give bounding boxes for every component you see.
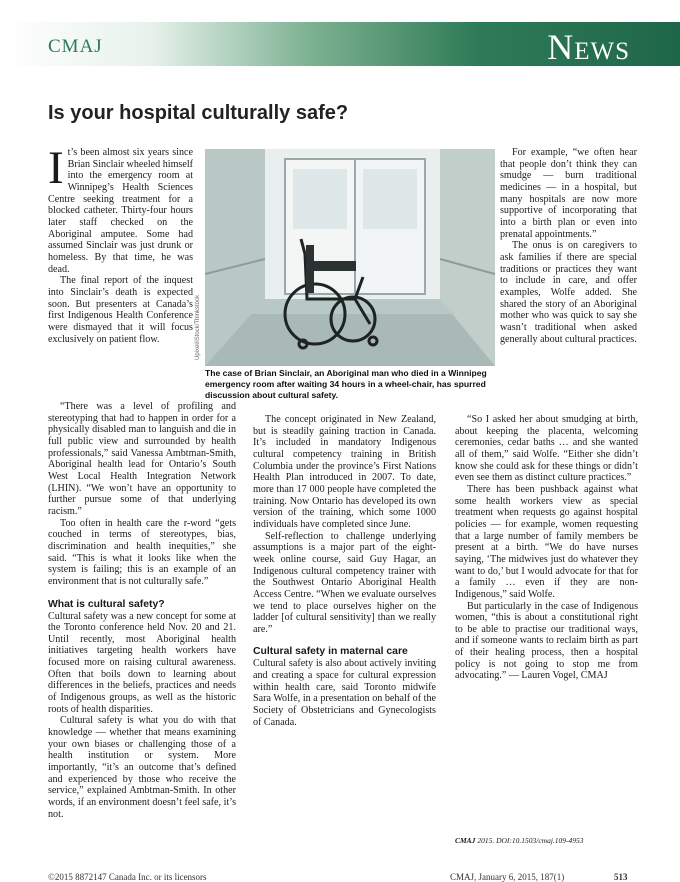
paragraph: It’s been almost six years since Brian Sinclair wheeled himself into the emergency room at Winnipeg’s Health Sciences Centre seeking treatment for a blocked catheter. Thirty-four hours later staff checked on the Aboriginal amputee. Some had assumed Sinclair was just drunk or homeless. By that time, he was dead.	[48, 142, 193, 275]
drop-cap: I	[48, 142, 64, 194]
column-3-bottom	[455, 414, 638, 682]
journal-name: CMAJ	[48, 36, 103, 57]
paragraph: Cultural safety was a new concept for some at the Toronto conference held Nov. 20 and 21. Until recently, most Aboriginal health initiatives targeting health workers have focused more on raising cultural awareness. Often that boils down to learning about differences in the beliefs, practices and needs of Indigenous groups, as well as the historic roots of health disparities.	[48, 610, 236, 715]
page-number: 513	[614, 872, 628, 882]
paragraph: Self-reflection to challenge underlying assumptions is a major part of the eight-week online course, said Guy Hagar, an Indigenous cultural competency trainer with the Southwest Ontario Aboriginal Health Access Centre. “When we evaluate ourselves we tend to place ourselves higher on the ladder [of cultural sensitivity] than we really are.”	[253, 530, 436, 635]
copyright: ©2015 8872147 Canada Inc. or its licensors	[48, 872, 207, 882]
wheelchair-corridor-illustration	[205, 149, 495, 366]
paragraph: Too often in health care the r-word “gets couched in terms of stereotypes, bias, discrimination and health inequities,” she said. “This is what it looks like when the system is failing; this is an example of an environment that is not culturally safe.”	[48, 517, 236, 587]
doi-line: CMAJ 2015. DOI:10.1503/cmaj.109-4953	[455, 836, 584, 845]
paragraph: The final report of the inquest into Sinclair’s death is expected soon. But presenters at Canada’s first Indigenous Health Conference were dismayed that it will focus exclusively on patient flow.	[48, 275, 193, 345]
paragraph: “There was a level of profiling and stereotyping that had to happen in order for a physically disabled man to languish and die in full public view and surrounded by health professionals,” said Vanessa Ambtman-Smith, Aboriginal health lead for Ontario’s South West Local Health Integration Network (LHIN). “We won’t have an opportunity to further pursue some of that underlying racism.”	[48, 401, 236, 517]
column-3-top	[500, 147, 637, 345]
paragraph: There has been pushback against what some health workers view as special treatment when requests go against hospital policies — for example, women requesting that a large number of family members be present at a birth. “We do have nurses saying, ‘The midwives just do whatever they want to do,’ but I would advocate for that for a family … even if they are non-Indigenous,” said Wolfe.	[455, 483, 638, 600]
column-1-bottom	[48, 401, 236, 820]
article-photo	[205, 149, 495, 366]
paragraph: The onus is on caregivers to ask families if there are special traditions or practices they want to include in care, and offer examples, Wolfe added. She shared the story of an Aboriginal mother who was quick to say she wasn’t traditional when asked generally about cultural practices.	[500, 240, 637, 345]
paragraph: Cultural safety is what you do with that knowledge — whether that means examining your own biases or challenging those of a health institution or system. More importantly, “it’s an outcome that’s defined and experienced by those who receive the service,” explained Ambtman-Smith. In other words, if an environment doesn’t feel safe, it’s not.	[48, 715, 236, 820]
article-headline: Is your hospital culturally safe?	[48, 102, 349, 124]
citation: CMAJ, January 6, 2015, 187(1)	[450, 872, 565, 882]
paragraph: For example, “we often hear that people don’t think they can smudge — burn traditional medicines — in a hospital, but many hospitals are now more supportive of incorporating that into a birth plan or even into prenatal appointments.”	[500, 147, 637, 240]
paragraph: The concept originated in New Zealand, but is steadily gaining traction in Canada. It’s included in mandatory Indigenous cultural competency training in British Columbia under the province’s First Nations Health Plan introduced in 2007. To date, more than 17 000 people have completed the training. Now Ontario has developed its own version of the training, which some 1000 individuals have completed since June.	[253, 414, 436, 530]
paragraph: But particularly in the case of Indigenous women, “this is about a constitutional right to be able to practise our traditional ways, and if someone wants to reclaim birth as part of their healing process, then a hospital policy is not going to stop me from advocating.” — Lauren Vogel, CMAJ	[455, 600, 638, 682]
section-title: News	[547, 27, 630, 67]
paragraph: “So I asked her about smudging at birth, about keeping the placenta, welcoming ceremonies, cedar baths … and she wanted all of them,” said Wolfe. “Either she didn’t know she could ask for these things or didn’t even see them as distinct culture practices.”	[455, 414, 638, 484]
photo-caption: The case of Brian Sinclair, an Aboriginal man who died in a Winnipeg emergency room after waiting 34 hours in a wheel-chair, has spurred discussion about cultural safety.	[205, 368, 487, 400]
subheading: Cultural safety in maternal care	[253, 646, 408, 658]
photo-credit: Upixel/iStock/Thinkstock	[195, 294, 201, 360]
subheading: What is cultural safety?	[48, 598, 165, 610]
column-2	[253, 414, 436, 728]
column-1-top	[48, 142, 193, 345]
paragraph: Cultural safety is also about actively inviting and creating a space for cultural expression within health care, said Toronto midwife Sara Wolfe, in a presentation on behalf of the Society of Obstetricians and Gynecologists of Canada.	[253, 658, 436, 728]
